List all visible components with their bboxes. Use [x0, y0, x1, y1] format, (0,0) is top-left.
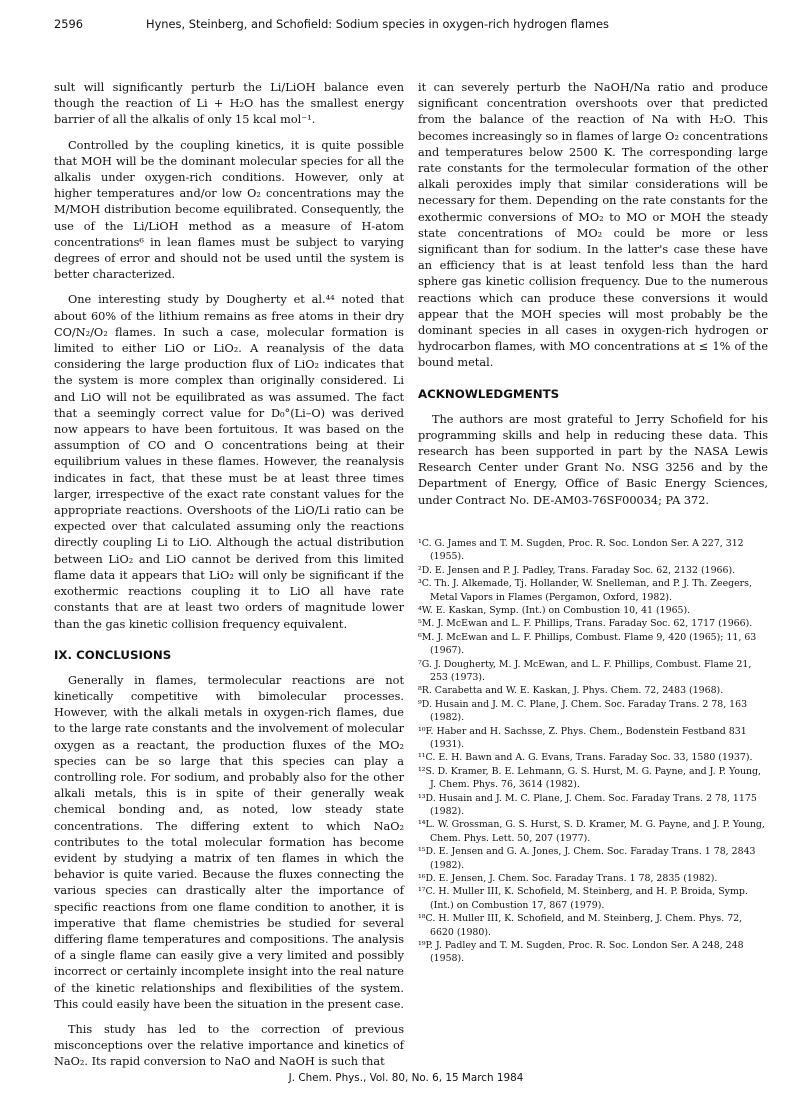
reference-item: ¹⁵D. E. Jensen and G. A. Jones, J. Chem. Soc. Faraday Trans. 1 78, 2843 (1982). [418, 846, 756, 871]
paragraph: Controlled by the coupling kinetics, it is quite possible that MOH will be the dominant molecular species for all the alkalis under oxygen-rich conditions. However, only at higher temperatures and/or low O₂ concentrations may the M/MOH distribution become equilibrated. Consequently, the use of the Li/LiOH method as a measure of H-atom concentrations⁶ in lean flames must be subject to varying degrees of error and should not be used until the system is better characterized. [54, 138, 404, 282]
left-column [54, 80, 404, 1071]
paragraph: it can severely perturb the NaOH/Na ratio and produce significant concentration overshoots over that predicted from the balance of the reaction of Na with H₂O. This becomes increasingly so in flames of large O₂ concentrations and temperatures below 2500 K. The corresponding large rate constants for the termolecular formation of the other alkali peroxides imply that similar considerations will be necessary for them. Depending on the rate constants for the exothermic conversions of MO₂ to MO or MOH the steady state concentrations of MO₂ could be more or less significant than for sodium. In the latter's case these have an efficiency that is at least tenfold less than the hard sphere gas kinetic collision frequency. Due to the numerous reactions which can produce these conversions it would appear that the MOH species will most probably be the dominant species in all cases in oxygen-rich hydrogen or hydrocarbon flames, with MO concentrations at ≤ 1% of the bound metal. [418, 81, 768, 370]
page-number: 2596 [54, 17, 83, 31]
reference-item: ¹C. G. James and T. M. Sugden, Proc. R. Soc. London Ser. A 227, 312 (1955). [418, 537, 744, 563]
reference-item: ¹¹C. E. H. Bawn and A. G. Evans, Trans. Faraday Soc. 33, 1580 (1937). [418, 752, 753, 764]
reference-item: ⁵M. J. McEwan and L. F. Phillips, Trans. Faraday Soc. 62, 1717 (1966). [418, 618, 753, 630]
reference-item: ¹⁷C. H. Muller III, K. Schofield, M. Steinberg, and H. P. Broida, Symp. (Int.) on Combustion 17, 867 (1979). [418, 886, 748, 911]
reference-item: ¹⁰F. Haber and H. Sachsse, Z. Phys. Chem., Bodenstein Festband 831 (1931). [418, 725, 747, 750]
reference-item: ¹⁴L. W. Grossman, G. S. Hurst, S. D. Kramer, M. G. Payne, and J. P. Young, Chem. Phys. Lett. 50, 207 (1977). [418, 819, 765, 844]
reference-item: ⁴W. E. Kaskan, Symp. (Int.) on Combustion 10, 41 (1965). [418, 604, 691, 616]
right-column [418, 80, 768, 966]
running-title: Hynes, Steinberg, and Schofield: Sodium species in oxygen-rich hydrogen flames [146, 17, 609, 31]
reference-item: ²D. E. Jensen and P. J. Padley, Trans. Faraday Soc. 62, 2132 (1966). [418, 564, 736, 576]
reference-item: ⁶M. J. McEwan and L. F. Phillips, Combust. Flame 9, 420 (1965); 11, 63 (1967). [418, 631, 757, 657]
reference-item: ¹³D. Husain and J. M. C. Plane, J. Chem. Soc. Faraday Trans. 2 78, 1175 (1982). [418, 792, 757, 817]
paragraph: sult will significantly perturb the Li/LiOH balance even though the reaction of Li + H₂O has the smallest energy barrier of all the alkalis of only 15 kcal mol⁻¹. [54, 81, 404, 127]
section-heading-acknowledgments: ACKNOWLEDGMENTS [418, 386, 560, 401]
running-header [54, 17, 774, 33]
reference-item: ¹⁹P. J. Padley and T. M. Sugden, Proc. R. Soc. London Ser. A 248, 248 (1958). [418, 940, 744, 965]
section-heading-conclusions: IX. CONCLUSIONS [54, 647, 172, 662]
reference-item: ⁸R. Carabetta and W. E. Kaskan, J. Phys. Chem. 72, 2483 (1968). [418, 685, 724, 697]
paragraph: One interesting study by Dougherty et al.⁴⁴ noted that about 60% of the lithium remains as free atoms in their dry CO/N₂/O₂ flames. In such a case, molecular formation is limited to either LiO or LiO₂. A reanalysis of the data considering the large production flux of LiO₂ indicates that the system is more complex than originally considered. Li and LiO will not be equilibrated as was assumed. The fact that a seemingly correct value for D₀°(Li–O) was derived now appears to have been fortuitous. It was based on the assumption of CO and O concentrations being at their equilibrium values in these flames. However, the reanalysis indicates in fact, that these must be at least three times larger, irrespective of the exact rate constant values for the appropriate reactions. Overshoots of the LiO/Li ratio can be expected over that calculated assuming only the reactions directly coupling Li to LiO. Although the actual distribution between LiO₂ and LiO cannot be derived from this limited flame data it appears that LiO₂ will only be significant if the exothermic reactions coupling it to LiO all have rate constants that are at least two orders of magnitude lower than the gas kinetic collision frequency equivalent. [54, 293, 404, 631]
journal-citation-footer: J. Chem. Phys., Vol. 80, No. 6, 15 March 1984 [288, 1072, 524, 1084]
reference-item: ⁹D. Husain and J. M. C. Plane, J. Chem. Soc. Faraday Trans. 2 78, 163 (1982). [418, 698, 748, 724]
paragraph: Generally in flames, termolecular reactions are not kinetically competitive with bimolecular processes. However, with the alkali metals in oxygen-rich flames, due to the large rate constants and the involvement of molecular oxygen as a reactant, the production fluxes of the MO₂ species can be so large that this species can play a controlling role. For sodium, and probably also for the other alkali metals, this is in spite of their generally weak chemical bonding and, as noted, low steady state concentrations. The differing extent to which NaO₂ contributes to the total molecular formation has become evident by studying a matrix of ten flames in which the behavior is quite varied. Because the fluxes connecting the various species can drastically alter the importance of specific reactions from one flame condition to another, it is imperative that flame chemistries be studied for several differing flame temperatures and compositions. The analysis of a single flame can easily give a very limited and possibly incorrect or certainly incomplete insight into the real nature of the kinetic relationships and flexibilities of the system. This could easily have been the situation in the present case. [54, 673, 404, 1011]
acknowledgments-text: The authors are most grateful to Jerry Schofield for his programming skills and help in reducing these data. This research has been supported in part by the NASA Lewis Research Center under Grant No. NSG 3256 and by the Department of Energy, Office of Basic Energy Sciences, under Contract No. DE-AM03-76SF00034; PA 372. [418, 412, 768, 507]
reference-item: ⁷G. J. Dougherty, M. J. McEwan, and L. F. Phillips, Combust. Flame 21, 253 (1973). [418, 658, 752, 683]
reference-list [418, 537, 768, 966]
reference-item: ³C. Th. J. Alkemade, Tj. Hollander, W. Snelleman, and P. J. Th. Zeegers, Metal Vapors in Flames (Pergamon, Oxford, 1982). [418, 578, 752, 603]
reference-item: ¹⁶D. E. Jensen, J. Chem. Soc. Faraday Trans. 1 78, 2835 (1982). [418, 873, 718, 885]
reference-item: ¹²S. D. Kramer, B. E. Lehmann, G. S. Hurst, M. G. Payne, and J. P. Young, J. Chem. Phys. 76, 3614 (1982). [418, 765, 762, 791]
paragraph: This study has led to the correction of previous misconceptions over the relative importance and kinetics of NaO₂. Its rapid conversion to NaO and NaOH is such that [54, 1022, 404, 1069]
reference-item: ¹⁸C. H. Muller III, K. Schofield, and M. Steinberg, J. Chem. Phys. 72, 6620 (1980). [418, 913, 743, 938]
